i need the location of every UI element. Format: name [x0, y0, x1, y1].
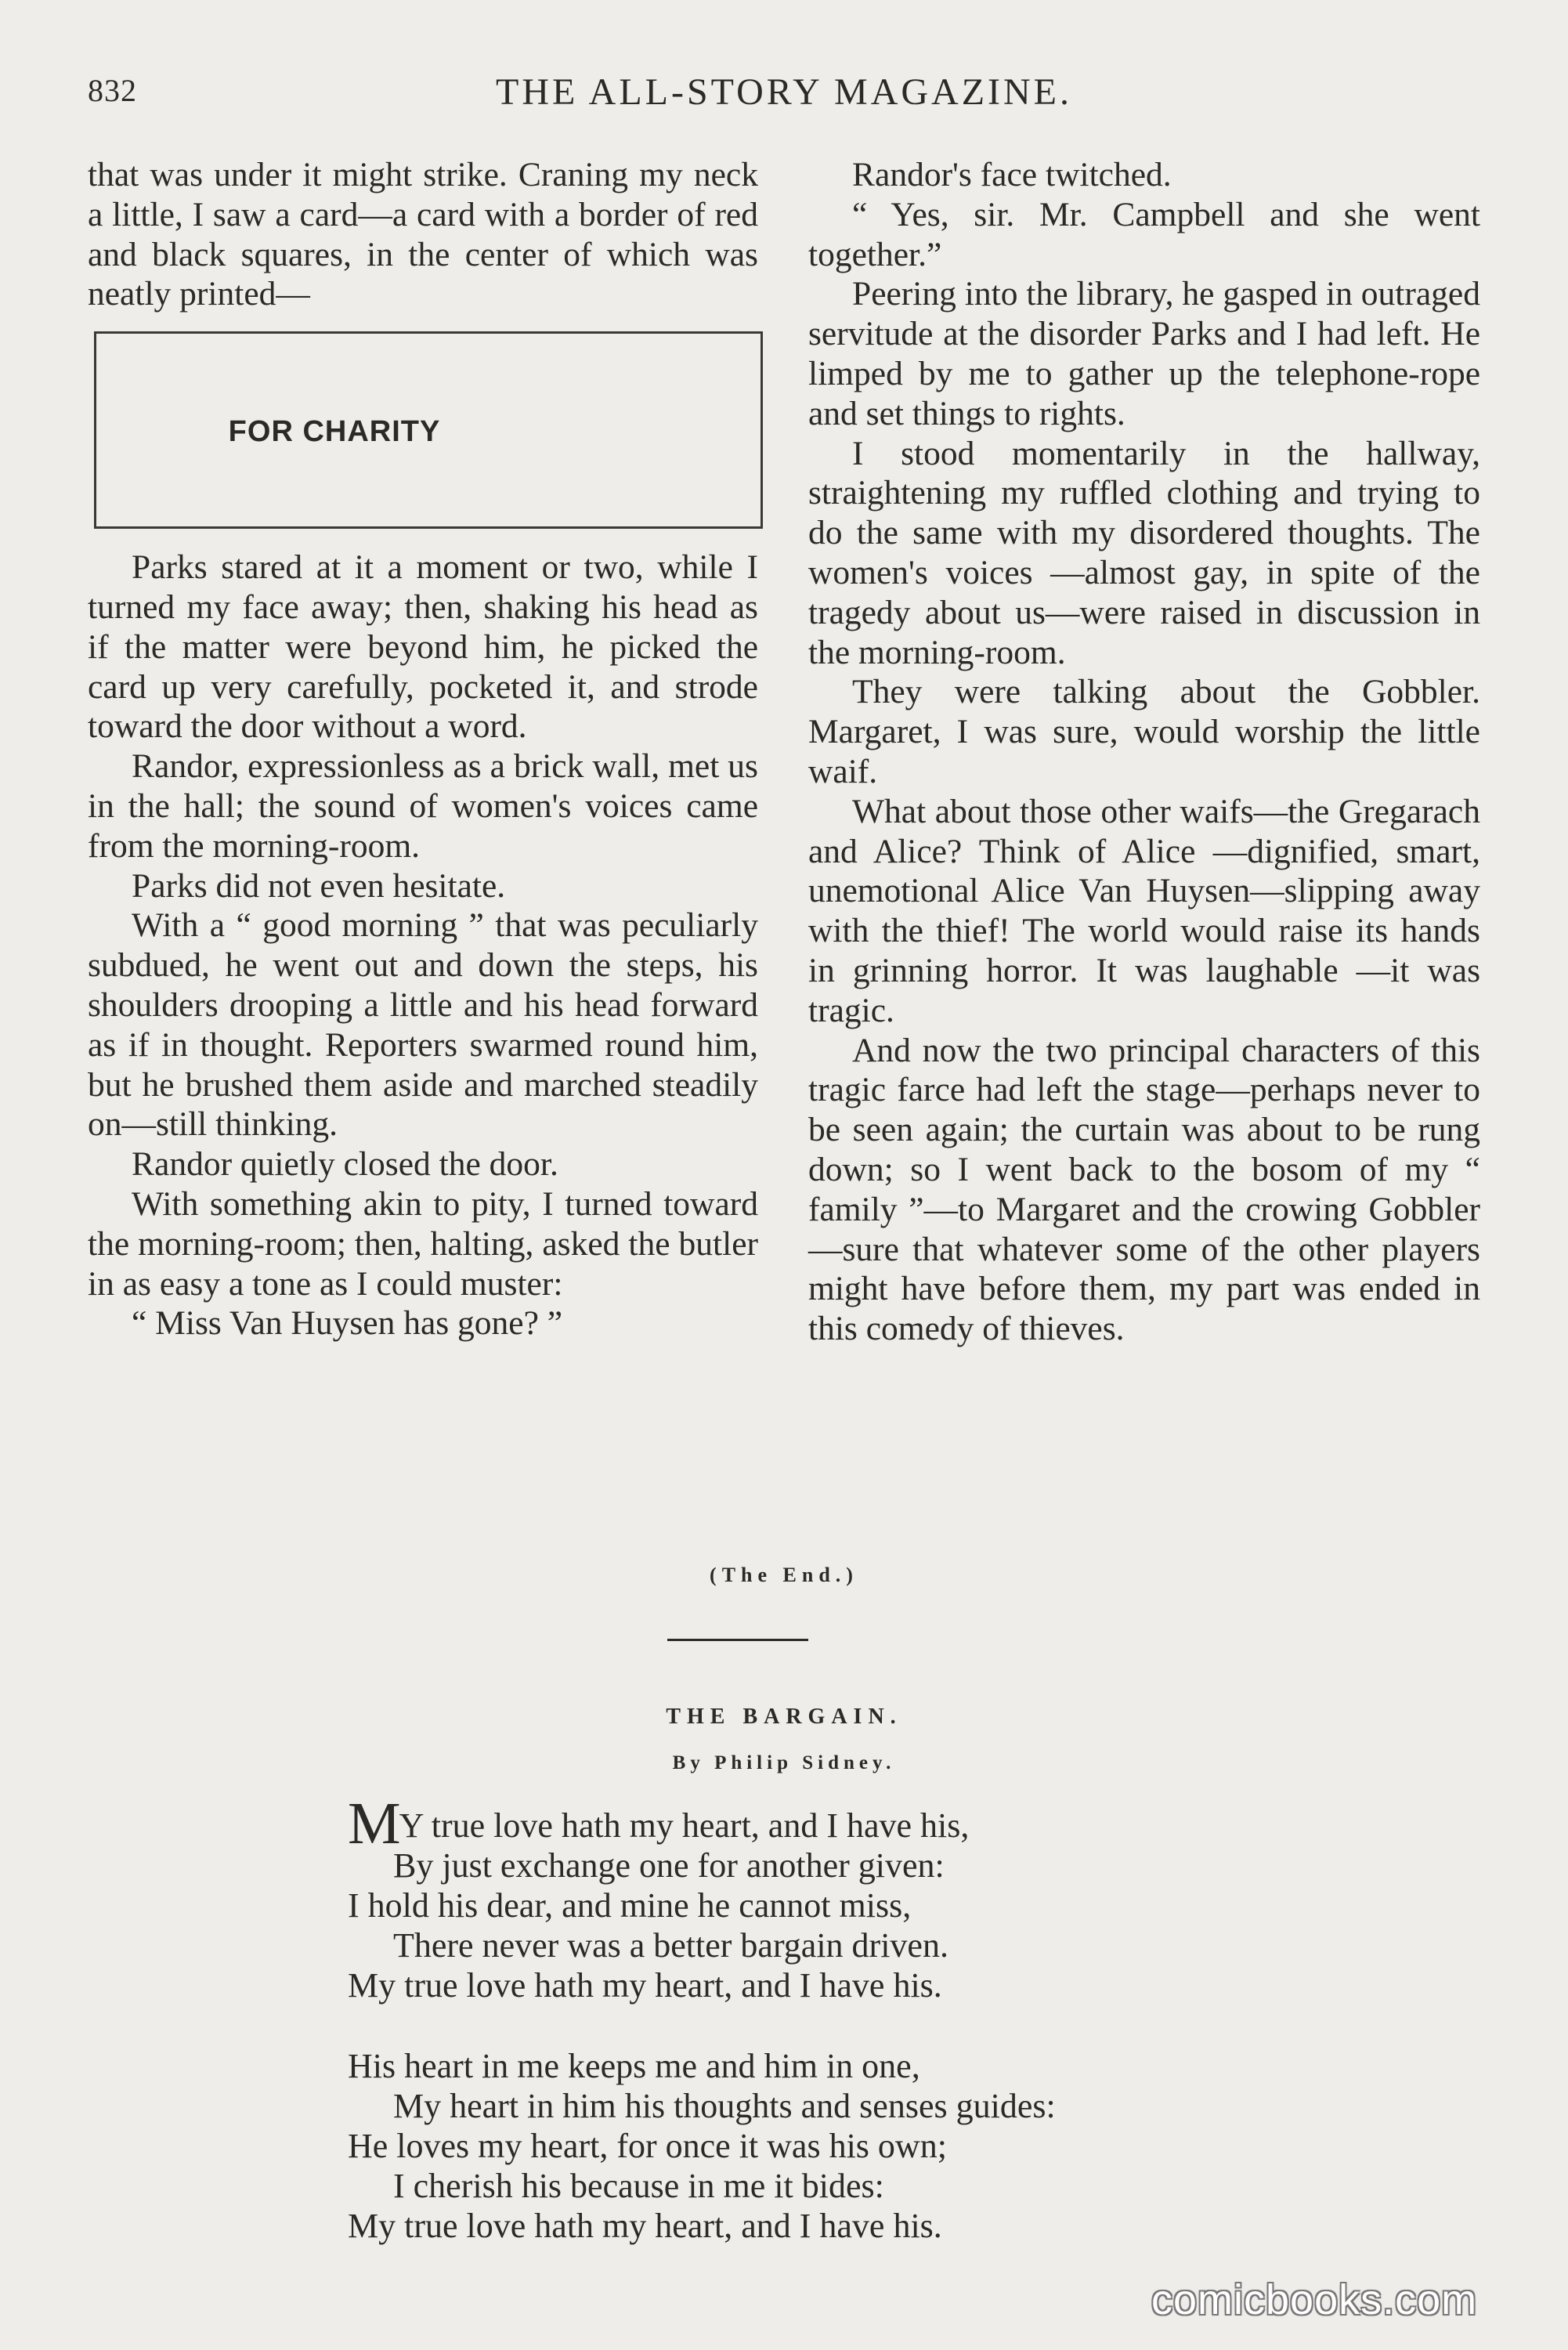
- poem-line: [348, 1791, 1319, 1856]
- poem: [348, 1791, 1319, 2287]
- paragraph: Randor quietly closed the door.: [132, 1145, 558, 1184]
- poem-line: My true love hath my heart, and I have his.: [348, 2207, 942, 2245]
- paragraph: What about those other waifs—the Gregarach and Alice? Think of Alice —dignified, smart, unemotional Alice Van Huysen—slipping away with the thief! The world would raise its hands in grinning horror. It was laughable —it was tragic.: [808, 792, 1480, 1029]
- paragraph: They were talking about the Gobbler. Margaret, I was sure, would worship the little waif.: [808, 673, 1480, 790]
- paragraph: Peering into the library, he gasped in outraged servitude at the disorder Parks and I had left. He limped by me to gather up the telephone-rope and set things to rights.: [808, 275, 1480, 432]
- paragraph: With a “ good morning ” that was peculiarly subdued, he went out and down the steps, his shoulders drooping a little and his head forward as if in thought. Reporters swarmed round him, but he brushed them aside and marched steadily on—still thinking.: [88, 906, 758, 1144]
- charity-card: [94, 331, 763, 529]
- running-head: THE ALL-STORY MAGAZINE.: [496, 71, 1072, 113]
- poem-line: My heart in him his thoughts and senses guides:: [393, 2087, 1056, 2125]
- poem-line: His heart in me keeps me and him in one,: [348, 2047, 920, 2085]
- paragraph: that was under it might strike. Craning my neck a little, I saw a card—a card with a border of red and black squares, in the center of which was neatly printed—: [88, 156, 758, 313]
- first-line-text: Y true love hath my heart, and I have his,: [399, 1806, 970, 1845]
- poem-author: By Philip Sidney.: [672, 1752, 896, 1773]
- dropcap: M: [348, 1791, 399, 1856]
- right-column: [808, 155, 1480, 1349]
- paragraph: Parks did not even hesitate.: [132, 866, 506, 905]
- section-rule: [667, 1639, 808, 1641]
- stanza: [348, 1791, 1319, 2005]
- paragraph: Randor, expressionless as a brick wall, met us in the hall; the sound of women's voices came from the morning-room.: [88, 747, 758, 865]
- poem-title: THE BARGAIN.: [666, 1705, 902, 1729]
- card-text: FOR CHARITY: [228, 414, 441, 448]
- stanza: [348, 2046, 1319, 2246]
- paragraph: Randor's face twitched.: [852, 156, 1172, 193]
- poem-line: By just exchange one for another given:: [393, 1846, 945, 1885]
- paragraph: I stood momentarily in the hallway, straightening my ruffled clothing and trying to do the same with my disordered thoughts. The women's voices —almost gay, in spite of the tragedy about us—were raised in discussion in the morning-room.: [808, 434, 1480, 671]
- paragraph: With something akin to pity, I turned toward the morning-room; then, halting, asked the butler in as easy a tone as I could muster:: [88, 1184, 758, 1303]
- poem-line: I cherish his because in me it bides:: [393, 2167, 884, 2205]
- the-end: (The End.): [710, 1564, 858, 1586]
- poem-line: There never was a better bargain driven.: [393, 1926, 948, 1965]
- paragraph: And now the two principal characters of this tragic farce had left the stage—perhaps never to be seen again; the curtain was about to be rung down; so I went back to the bosom of my “ family ”—to Margaret and the crowing Gobbler—sure that whatever some of the other players might have before them, my part was ended in this comedy of thieves.: [808, 1031, 1480, 1348]
- poem-line: He loves my heart, for once it was his own;: [348, 2127, 947, 2165]
- poem-line: My true love hath my heart, and I have his.: [348, 1966, 942, 2005]
- page-number: 832: [88, 73, 137, 108]
- paragraph: “ Yes, sir. Mr. Campbell and she went together.”: [808, 195, 1480, 273]
- watermark: comicbooks.com: [1151, 2276, 1478, 2323]
- paragraph: “ Miss Van Huysen has gone? ”: [132, 1304, 563, 1343]
- poem-line: I hold his dear, and mine he cannot miss,: [348, 1886, 912, 1925]
- left-column: [88, 155, 758, 1343]
- paragraph: Parks stared at it a moment or two, while I turned my face away; then, shaking his head as if the matter were beyond him, he picked the card up very carefully, pocketed it, and strode toward the door without a word.: [88, 548, 758, 746]
